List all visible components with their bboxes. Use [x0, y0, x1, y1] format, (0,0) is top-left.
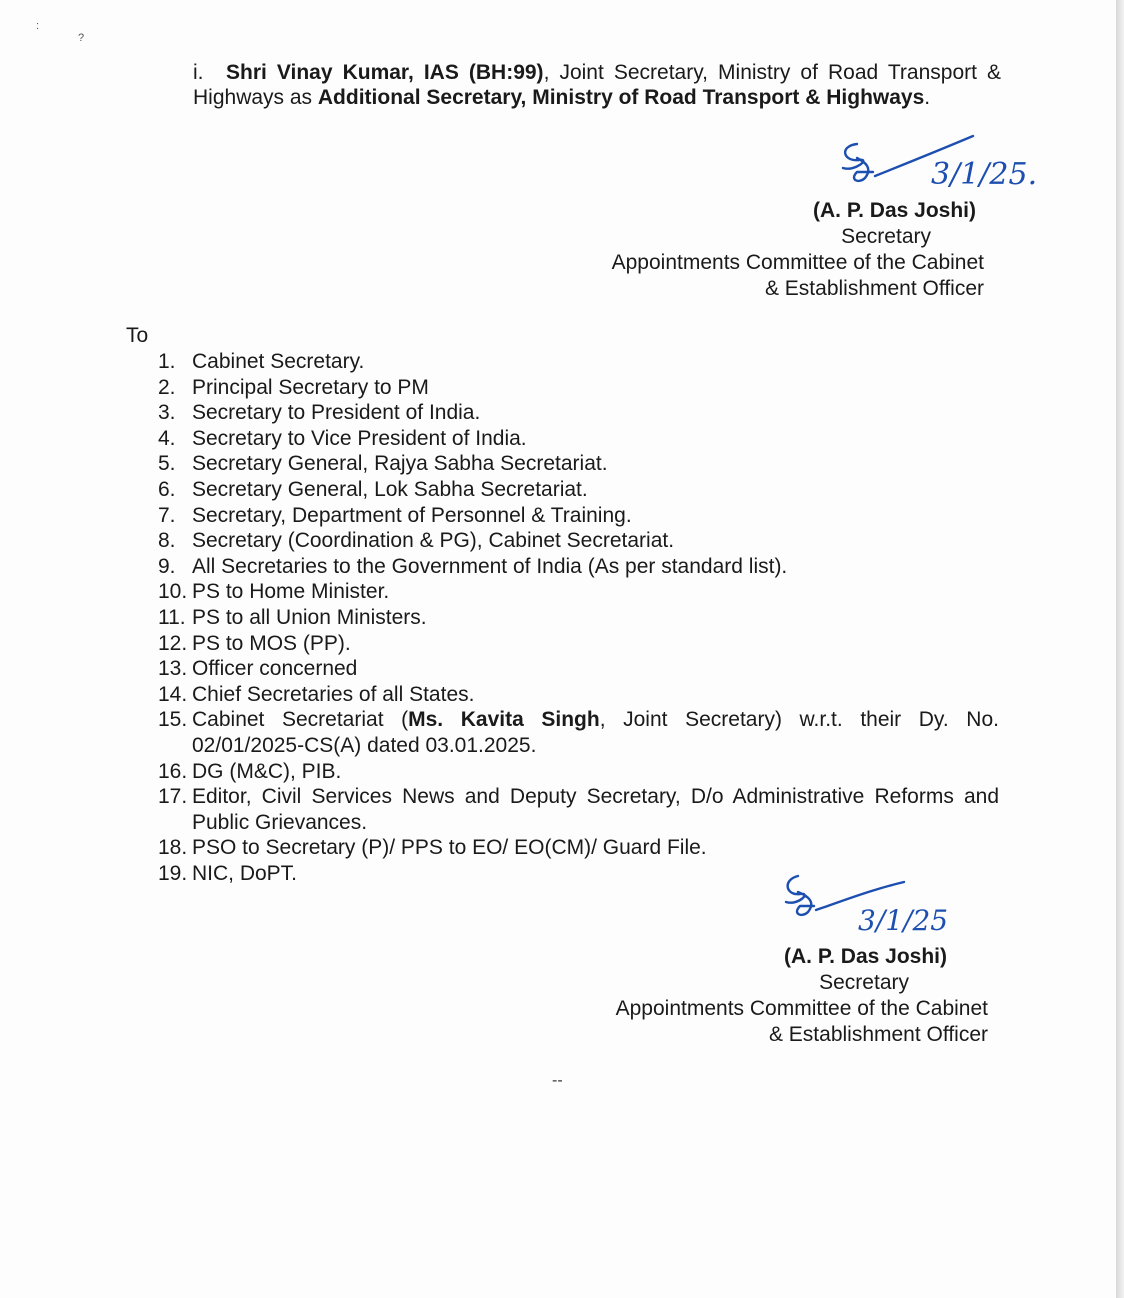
list-item: 14. Chief Secretaries of all States. — [158, 682, 475, 706]
list-item: 7. Secretary, Department of Personnel & Training. — [158, 503, 632, 527]
handwritten-signature-bottom — [780, 868, 970, 948]
list-item: 6. Secretary General, Lok Sabha Secretariat. — [158, 477, 588, 501]
signatory-block-bottom — [616, 944, 988, 1048]
svg-text:3/1/25: 3/1/25 — [858, 904, 949, 937]
list-item: 10. PS to Home Minister. — [158, 580, 390, 604]
signatory-title: Secretary — [841, 225, 931, 248]
list-item: 11. PS to all Union Ministers. — [158, 605, 427, 629]
appointment-item: i. Shri Vinay Kumar, IAS (BH:99), Joint Secretary, Ministry of Road Transport & Highways as Additional Secretary, Ministry of Road Transport & Highways. — [193, 61, 1002, 109]
list-item: 15. Cabinet Secretariat (Ms. Kavita Singh, Joint Secretary) w.r.t. their Dy. No. 02/01/2025-CS(A) dated 03.01.2025. — [158, 708, 999, 757]
list-item: 4. Secretary to Vice President of India. — [158, 426, 527, 450]
distribution-list — [158, 349, 999, 886]
list-item: 16. DG (M&C), PIB. — [158, 759, 342, 783]
signatory-committee: Appointments Committee of the Cabinet — [611, 251, 984, 274]
officer-name: Ms. Kavita Singh — [408, 708, 600, 732]
signatory-name: (A. P. Das Joshi) — [813, 199, 976, 222]
signatory-title: Secretary — [819, 971, 909, 994]
page-end-mark: -- — [552, 1072, 563, 1089]
svg-text:3/1/25.: 3/1/25. — [931, 157, 1038, 192]
list-item: 3. Secretary to President of India. — [158, 401, 481, 425]
signatory-office: & Establishment Officer — [768, 1023, 988, 1046]
handwritten-signature-top — [835, 132, 1075, 207]
list-item: 1. Cabinet Secretary. — [158, 350, 365, 373]
margin-mark: : — [36, 20, 40, 32]
officer-name: Shri Vinay Kumar, IAS (BH:99) — [226, 61, 544, 84]
list-item: 12. PS to MOS (PP). — [158, 631, 351, 655]
signatory-office: & Establishment Officer — [764, 277, 984, 300]
list-item: 5. Secretary General, Rajya Sabha Secretariat. — [158, 452, 608, 476]
new-post: Additional Secretary, Ministry of Road Transport & Highways — [317, 86, 925, 109]
list-item: 2. Principal Secretary to PM — [158, 375, 429, 399]
list-item: 13. Officer concerned — [158, 657, 358, 681]
signatory-committee: Appointments Committee of the Cabinet — [615, 997, 988, 1020]
list-item: 9. All Secretaries to the Government of India (As per standard list). — [158, 554, 788, 578]
to-label: To — [126, 324, 149, 347]
list-item: 17. Editor, Civil Services News and Deputy Secretary, D/o Administrative Reforms and Public Grievances. — [158, 785, 999, 834]
margin-mark: ? — [78, 32, 85, 44]
signatory-block-top — [612, 198, 984, 302]
page-edge-shadow — [1116, 0, 1124, 1298]
current-post: , Joint Secretary, Ministry of Road Transport & Highways as — [193, 61, 1002, 109]
list-item: 18. PSO to Secretary (P)/ PPS to EO/ EO(CM)/ Guard File. — [158, 836, 707, 860]
list-item: 8. Secretary (Coordination & PG), Cabinet Secretariat. — [158, 529, 675, 553]
list-item: 19. NIC, DoPT. — [158, 861, 298, 885]
signatory-name: (A. P. Das Joshi) — [784, 945, 947, 968]
item-number: i. — [193, 61, 204, 84]
